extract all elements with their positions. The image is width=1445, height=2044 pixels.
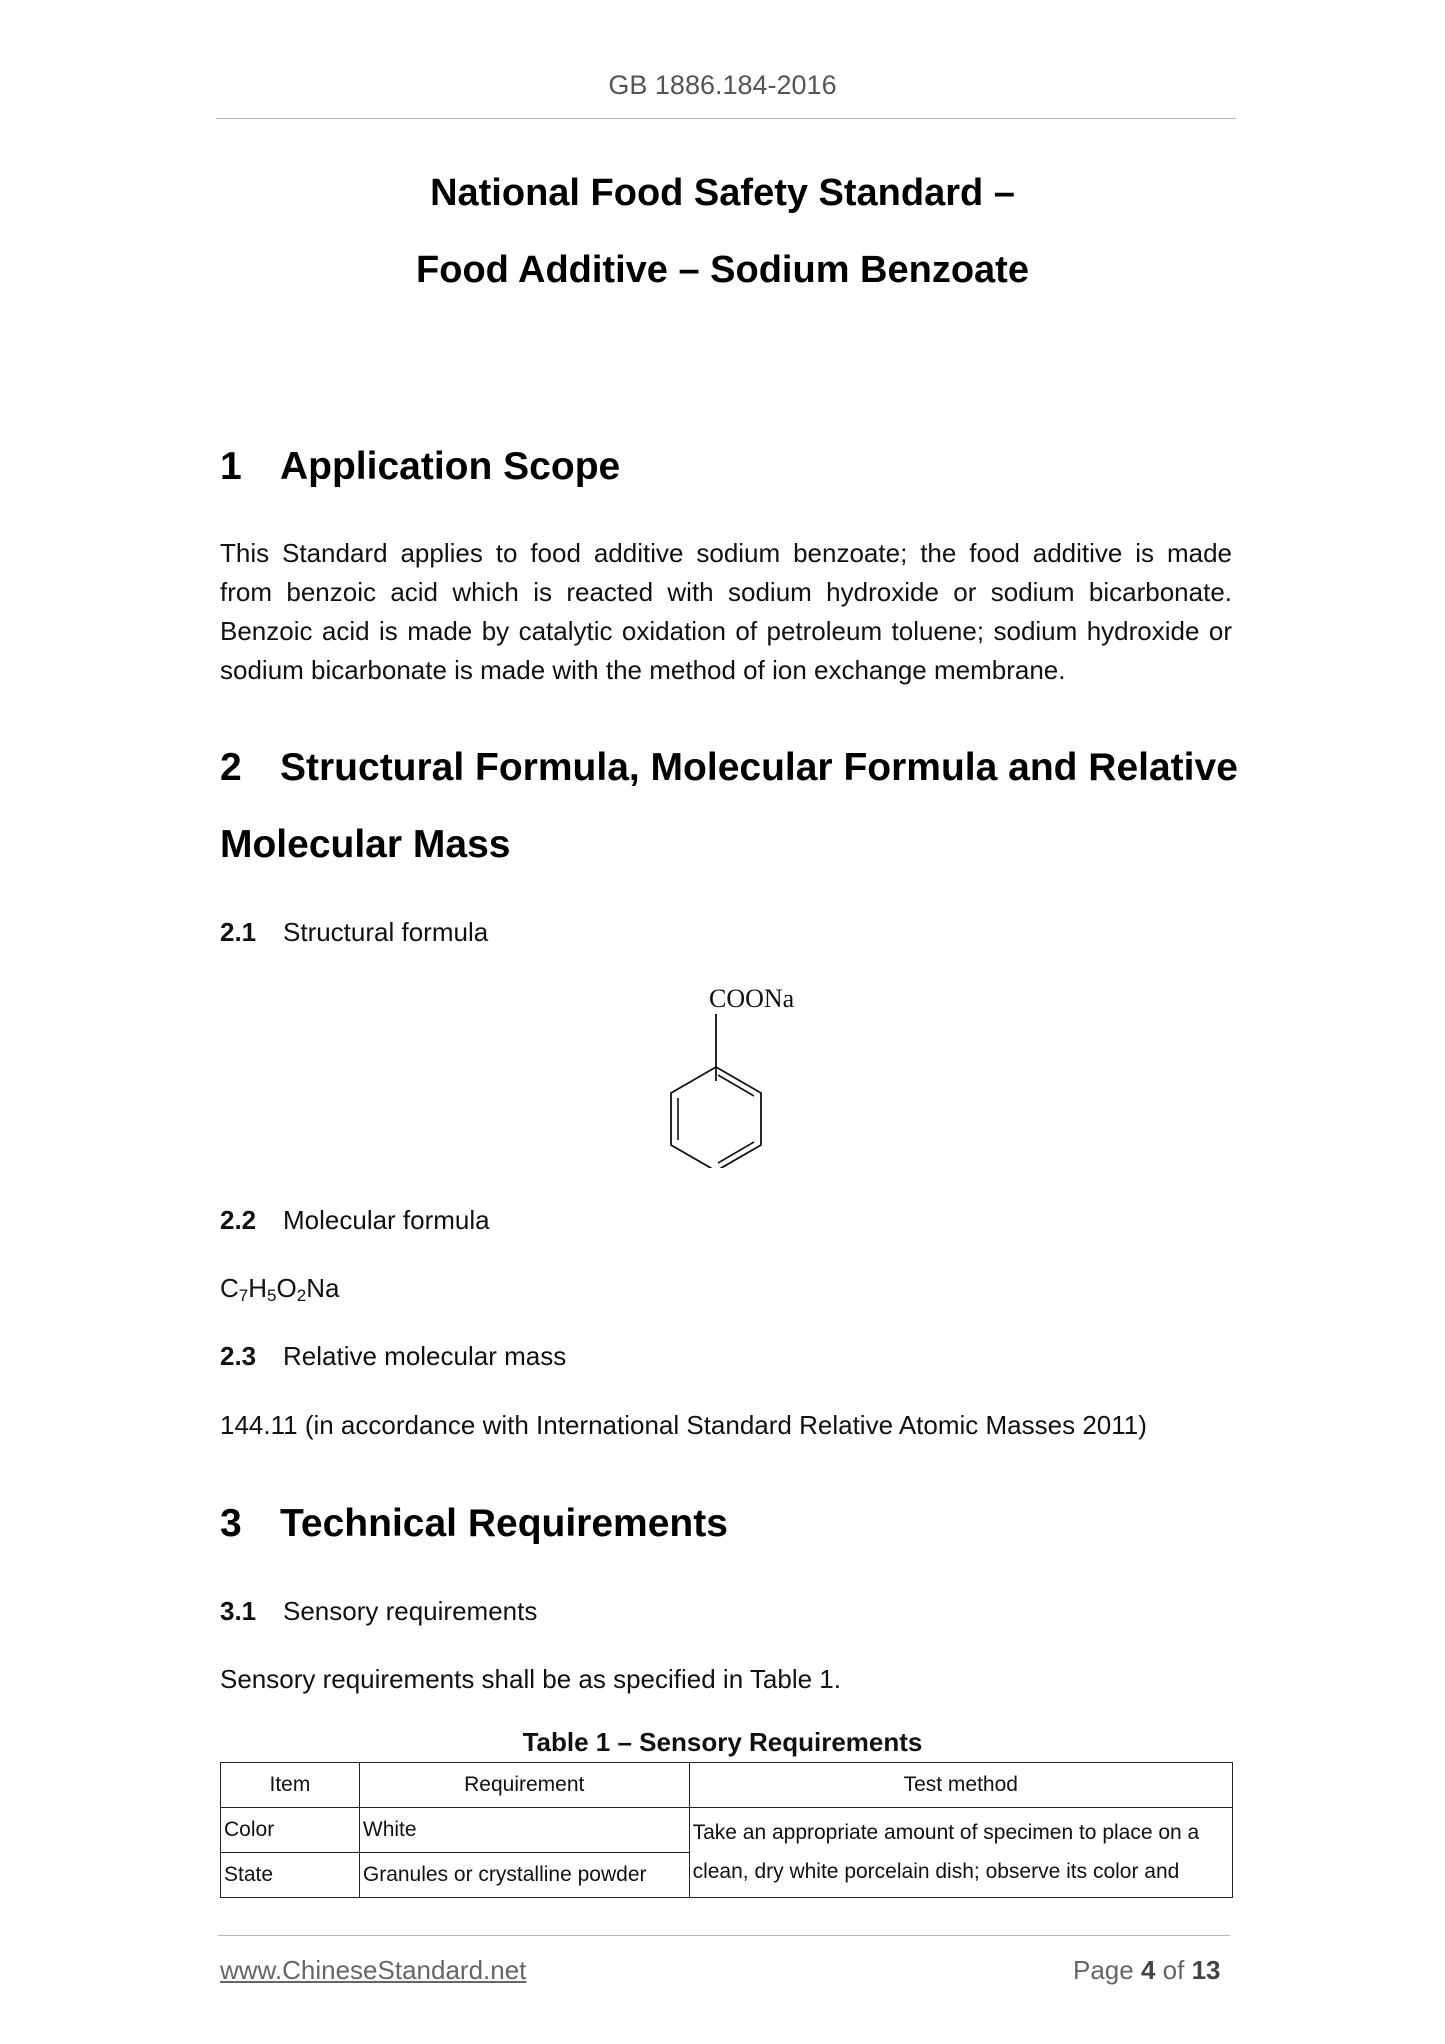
page-number: 4 <box>1140 1955 1156 1985</box>
table-1-title: Table 1 – Sensory Requirements <box>522 1727 923 1757</box>
subsection-2-3-title: Relative molecular mass <box>283 1341 567 1371</box>
section-1-title: Application Scope <box>280 445 621 488</box>
section-3-number: 3 <box>220 1502 242 1545</box>
footer-divider <box>218 1935 1230 1936</box>
molecular-formula <box>220 1273 339 1306</box>
relative-molecular-mass-value: 144.11 (in accordance with International Standard Relative Atomic Masses 2011) <box>220 1410 1147 1440</box>
subsection-3-1-number: 3.1 <box>220 1596 257 1626</box>
document-title-line-1: National Food Safety Standard – <box>430 172 1015 214</box>
formula-count-c: 7 <box>238 1286 249 1305</box>
section-2-title-line-2: Molecular Mass <box>220 823 511 866</box>
benzene-double-bonds <box>678 1075 754 1163</box>
sensory-requirements-table <box>220 1762 1233 1898</box>
formula-element-o: O <box>276 1273 297 1303</box>
table-header-requirement: Requirement <box>359 1763 689 1808</box>
section-1-heading <box>220 445 620 489</box>
table-header-item: Item <box>221 1763 360 1808</box>
document-title-line-2: Food Additive – Sodium Benzoate <box>416 249 1029 291</box>
section-2-title-line-1: Structural Formula, Molecular Formula and Relative <box>280 746 1238 789</box>
page-label: Page <box>1073 1955 1134 1985</box>
section-3-title: Technical Requirements <box>280 1502 728 1545</box>
subsection-2-2-heading <box>220 1205 490 1236</box>
subsection-3-1-title: Sensory requirements <box>283 1596 538 1626</box>
section-2-heading <box>220 746 1238 790</box>
section-1-number: 1 <box>220 445 242 488</box>
of-label: of <box>1162 1955 1185 1985</box>
subsection-2-1-title: Structural formula <box>283 917 489 947</box>
sensory-requirements-text: Sensory requirements shall be as specified in Table 1. <box>220 1664 841 1694</box>
table-cell-requirement: Granules or crystalline powder <box>359 1853 689 1898</box>
benzene-ring <box>671 1067 761 1168</box>
subsection-2-3-number: 2.3 <box>220 1341 257 1371</box>
table-cell-item: Color <box>221 1808 360 1853</box>
formula-element-na: Na <box>306 1273 340 1303</box>
section-1-line: sodium bicarbonate is made with the method of ion exchange membrane. <box>220 655 1066 685</box>
section-1-line: Benzoic acid is made by catalytic oxidation of petroleum toluene; sodium hydroxide or <box>220 616 1232 646</box>
test-method-line: Take an appropriate amount of specimen to place on a <box>692 1821 1200 1844</box>
formula-count-h: 5 <box>267 1286 277 1305</box>
structural-formula-diagram <box>660 978 810 1168</box>
table-cell-requirement: White <box>359 1808 689 1853</box>
section-3-heading <box>220 1502 728 1546</box>
subsection-2-1-heading <box>220 917 488 948</box>
section-1-paragraph <box>220 534 1232 690</box>
carboxylate-group-label: COONa <box>709 984 795 1013</box>
subsection-2-2-number: 2.2 <box>220 1205 257 1235</box>
test-method-line: clean, dry white porcelain dish; observe its color and <box>692 1860 1180 1883</box>
table-cell-item: State <box>221 1853 360 1898</box>
section-1-line: from benzoic acid which is reacted with sodium hydroxide or sodium bicarbonate. <box>220 577 1232 607</box>
section-1-line: This Standard applies to food additive sodium benzoate; the food additive is made <box>220 538 1232 568</box>
subsection-2-1-number: 2.1 <box>220 917 257 947</box>
table-row <box>221 1808 1233 1853</box>
formula-element-h: H <box>248 1273 268 1303</box>
formula-count-o: 2 <box>296 1286 307 1305</box>
page-total: 13 <box>1191 1955 1221 1985</box>
subsection-2-3-heading <box>220 1341 566 1372</box>
subsection-3-1-heading <box>220 1596 537 1627</box>
website-link[interactable]: www.ChineseStandard.net <box>220 1955 527 1985</box>
formula-element-c: C <box>220 1273 239 1303</box>
table-cell-test-method <box>689 1808 1232 1898</box>
section-2-number: 2 <box>220 746 242 789</box>
table-header-test-method: Test method <box>689 1763 1232 1808</box>
document-code-header: GB 1886.184-2016 <box>608 70 837 100</box>
subsection-2-2-title: Molecular formula <box>283 1205 490 1235</box>
header-divider <box>216 118 1236 119</box>
table-header-row <box>221 1763 1233 1808</box>
page-indicator <box>1073 1955 1221 1986</box>
